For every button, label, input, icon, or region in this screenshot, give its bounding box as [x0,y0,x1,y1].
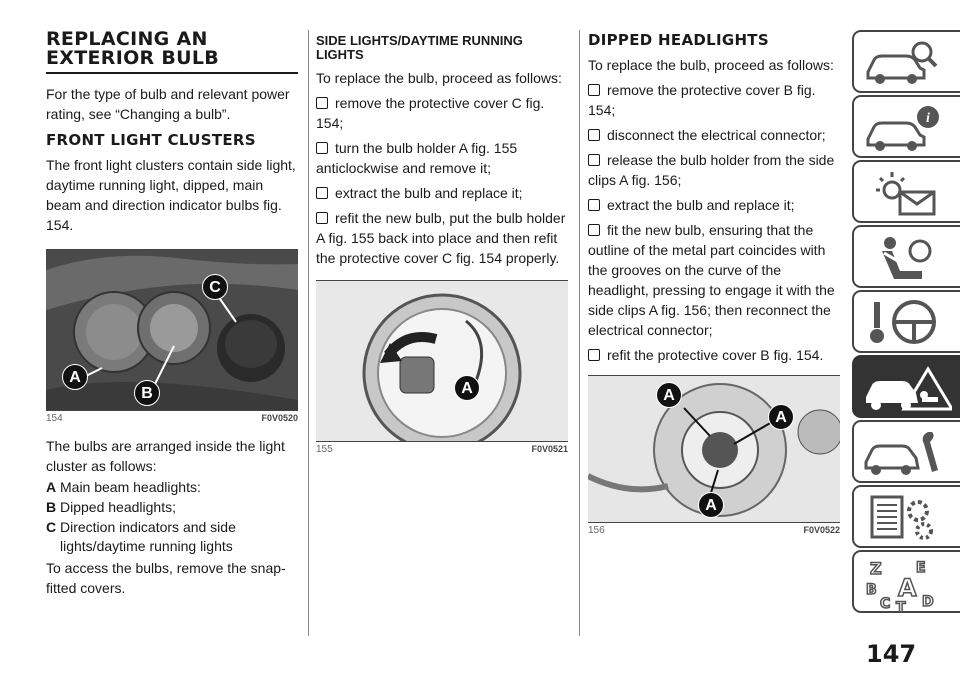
figure-label-c: C [202,274,228,300]
column-divider [308,30,309,636]
svg-text:T: T [896,600,906,612]
figure-label-a: A [698,492,724,518]
headlight-cluster-illustration [46,250,298,411]
seat-airbag-icon [862,233,942,283]
figure-code: F0V0522 [803,525,840,535]
tab-car-wrench[interactable] [852,420,960,483]
step-1: remove the protective cover B fig. 154; [588,82,816,118]
step-2: turn the bulb holder A fig. 155 anticlockwise and remove it; [316,140,518,176]
figure-label-a: A [656,382,682,408]
step-3: release the bulb holder from the side clips A fig. 156; [588,152,835,188]
figure-154-image [46,249,298,411]
figure-code: F0V0520 [261,413,298,423]
section-title-line1: REPLACING AN [46,28,208,50]
svg-text:B: B [866,582,877,598]
side-lights-heading: SIDE LIGHTS/DAYTIME RUNNING LIGHTS [316,33,523,62]
checkbox-icon [588,199,600,211]
page-number: 147 [866,640,917,668]
figure-155-image [316,280,568,442]
tab-key-steering[interactable] [852,290,960,353]
car-emergency-icon [862,363,952,413]
step-6: refit the protective cover B fig. 154. [588,345,840,365]
access-paragraph: To access the bulbs, remove the snap-fitted covers. [46,560,286,596]
tab-car-info[interactable] [852,95,960,158]
step-1: remove the protective cover C fig. 154; [316,95,545,131]
figure-code: F0V0521 [531,444,568,454]
checkbox-icon [316,212,328,224]
specs-gear-icon [862,493,942,543]
index-letters-icon [862,558,942,612]
figure-label-a: A [454,375,480,401]
svg-text:E: E [916,560,926,576]
legend-item-a: A Main beam headlights: [46,479,201,495]
svg-text:C: C [880,596,891,612]
column-replacing-exterior-bulb [46,30,298,606]
checkbox-icon [588,84,600,96]
title-rule [46,72,298,74]
column-divider [579,30,580,636]
side-lights-intro: To replace the bulb, proceed as follows: [316,70,562,86]
front-light-clusters-heading: FRONT LIGHT CLUSTERS [46,131,256,149]
tab-warning-lights[interactable] [852,160,960,223]
car-info-icon [862,103,942,153]
column-side-lights [316,30,568,467]
clusters-paragraph: The front light clusters contain side light, daytime running light, dipped, main beam and direction indicator bulbs fig. 154. [46,157,296,233]
tab-specs-gear[interactable] [852,485,960,548]
car-wrench-icon [862,428,942,478]
checkbox-icon [316,187,328,199]
tab-car-emergency[interactable] [852,355,960,418]
step-3: extract the bulb and replace it; [316,183,568,203]
arrangement-paragraph: The bulbs are arranged inside the light cluster as follows: [46,438,285,474]
svg-text:i: i [926,111,930,126]
legend-item-b: B Dipped headlights; [46,499,176,515]
checkbox-icon [588,154,600,166]
checkbox-icon [316,97,328,109]
tab-seat-airbag[interactable] [852,225,960,288]
step-5: fit the new bulb, ensuring that the outline of the metal part coincides with the grooves on the curve of the headlight, pressing to engage it with the side clips A fig. 156; then reconnect the electrical connector; [588,222,835,338]
figure-number: 154 [46,413,63,424]
figure-154-caption [46,413,298,424]
svg-text:Z: Z [870,559,882,578]
tab-index-letters[interactable] [852,550,960,613]
figure-156-caption [588,525,840,536]
chapter-tabs [852,30,960,615]
step-2: disconnect the electrical connector; [588,125,840,145]
figure-label-a: A [62,364,88,390]
dipped-headlights-heading: DIPPED HEADLIGHTS [588,31,769,49]
figure-label-a: A [768,404,794,430]
checkbox-icon [588,349,600,361]
intro-paragraph: For the type of bulb and relevant power rating, see “Changing a bulb”. [46,86,290,122]
section-title-line2: EXTERIOR BULB [46,47,220,69]
checkbox-icon [588,129,600,141]
figure-155-caption [316,444,568,455]
step-4: refit the new bulb, put the bulb holder A fig. 155 back into place and then refit the protective cover C fig. 154 properly. [316,210,566,266]
dipped-intro: To replace the bulb, proceed as follows: [588,57,834,73]
figure-label-b: B [134,380,160,406]
bulb-holder-illustration [316,281,568,442]
checkbox-icon [588,224,600,236]
figure-156-image [588,375,840,523]
key-steering-icon [862,298,942,348]
svg-text:A: A [898,574,917,602]
warning-lights-icon [862,168,942,218]
car-search-icon [862,38,942,88]
step-4: extract the bulb and replace it; [588,195,840,215]
column-dipped-headlights [588,30,840,548]
tab-car-search[interactable] [852,30,960,93]
checkbox-icon [316,142,328,154]
figure-number: 156 [588,525,605,536]
svg-text:D: D [922,594,934,610]
legend-item-c: C Direction indicators and side lights/daytime running lights [46,519,236,554]
figure-number: 155 [316,444,333,455]
